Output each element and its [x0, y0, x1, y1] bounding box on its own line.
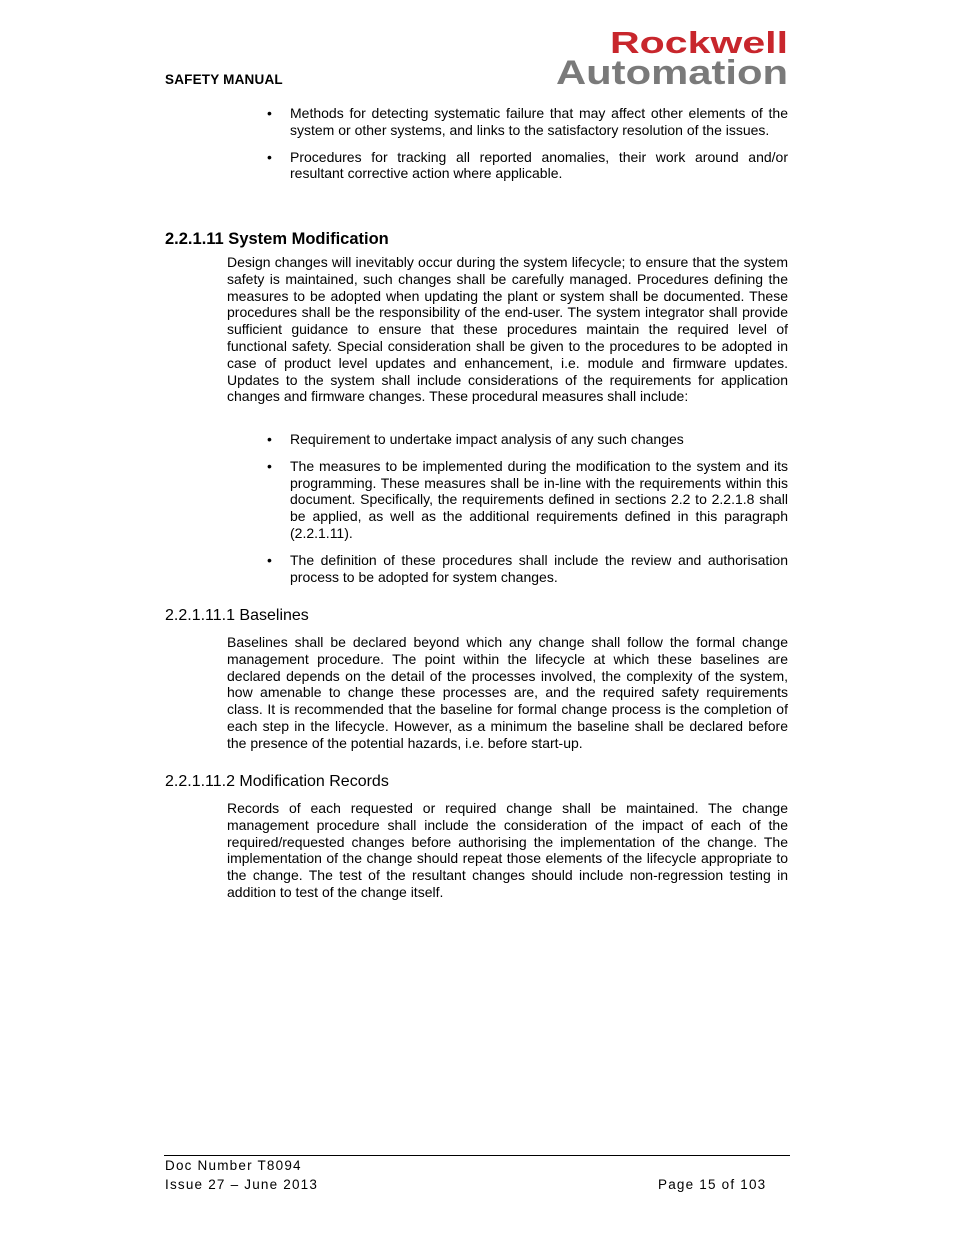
logo-line1: Rockwell — [610, 26, 788, 60]
bullet-text: Procedures for tracking all reported anomalies, their work around and/or resultant corrective action where applicable. — [290, 148, 788, 182]
logo-line2: Automation — [556, 54, 788, 88]
issue-date: Issue 27 – June 2013 — [165, 1177, 319, 1192]
list-item: • Methods for detecting systematic failure that may affect other elements of the system or other systems, and links to the satisfactory resolution of the issues. — [267, 105, 788, 138]
list-item: • The definition of these procedures shall include the review and authorisation process to be adopted for system changes. — [267, 551, 788, 585]
bullet-text: Methods for detecting systematic failure that may affect other elements of the system or other systems, and links to the satisfactory resolution of the issues. — [290, 105, 788, 138]
baselines-heading: 2.2.1.11.1 Baselines — [165, 607, 309, 624]
section-paragraph: Design changes will inevitably occur during the system lifecycle; to ensure that the system safety is maintained, such changes shall be carefully managed. Procedures defining the measures to be adopted when updating the plant or system shall be documented. These procedures shall be the responsibility of the end-user. The system integrator shall provide sufficient guidance to ensure that these procedures maintain the required level of functional safety. Special consideration shall be given to the procedures to be adopted in case of product level updates and enhancement, i.e. module and firmware updates. Updates to the system shall include considerations of the requirements for application changes and firmware changes. These procedural measures shall include: — [227, 254, 788, 405]
records-heading: 2.2.1.11.2 Modification Records — [165, 773, 389, 790]
list-item: • The measures to be implemented during the modification to the system and its programming. These measures shall be in-line with the requirements within this document. Specifically, the requirements defined in sections 2.2 to 2.2.1.8 shall be applied, as well as the additional requirements defined in this paragraph (2.2.1.11). — [267, 457, 788, 541]
bullet-text: The measures to be implemented during the modification to the system and its programming. These measures shall be in-line with the requirements within this document. Specifically, the requirements defined in sections 2.2 to 2.2.1.8 shall be applied, as well as the additional requirements defined in this paragraph (2.2.1.11). — [290, 457, 788, 541]
page-number: Page 15 of 103 — [658, 1177, 767, 1192]
records-paragraph: Records of each requested or required change shall be maintained. The change management procedure shall include the consideration of the impact of each of the required/requested changes before authorising the implementation of the change. The implementation of the change should repeat those elements of the lifecycle appropriate to the change. The test of the resultant changes should include non-regression testing in addition to test of the change itself. — [227, 800, 788, 900]
doc-number: Doc Number T8094 — [165, 1158, 302, 1173]
manual-title: SAFETY MANUAL — [165, 72, 283, 87]
bullet-text: Requirement to undertake impact analysis of any such changes — [290, 431, 684, 447]
section-heading: 2.2.1.11 System Modification — [165, 230, 389, 248]
intro-bullet-list — [267, 105, 788, 192]
baselines-paragraph: Baselines shall be declared beyond which any change shall follow the formal change management procedure. The point within the lifecycle at which these baselines are declared depends on the detail of the processes involved, the complexity of the system, how amenable to change these processes are, and the required safety requirements class. It is recommended that the baseline for formal change process is the completion of each step in the lifecycle. However, as a minimum the baseline shall be declared before the presence of the potential hazards, i.e. before start-up. — [227, 634, 788, 751]
rockwell-automation-logo — [552, 26, 790, 88]
list-item: • Requirement to undertake impact analysis of any such changes — [267, 431, 684, 447]
list-item: • Procedures for tracking all reported anomalies, their work around and/or resultant corrective action where applicable. — [267, 148, 788, 182]
procedure-bullet-list — [267, 431, 788, 595]
footer-divider — [164, 1155, 790, 1156]
bullet-text: The definition of these procedures shall include the review and authorisation process to be adopted for system changes. — [290, 551, 788, 585]
